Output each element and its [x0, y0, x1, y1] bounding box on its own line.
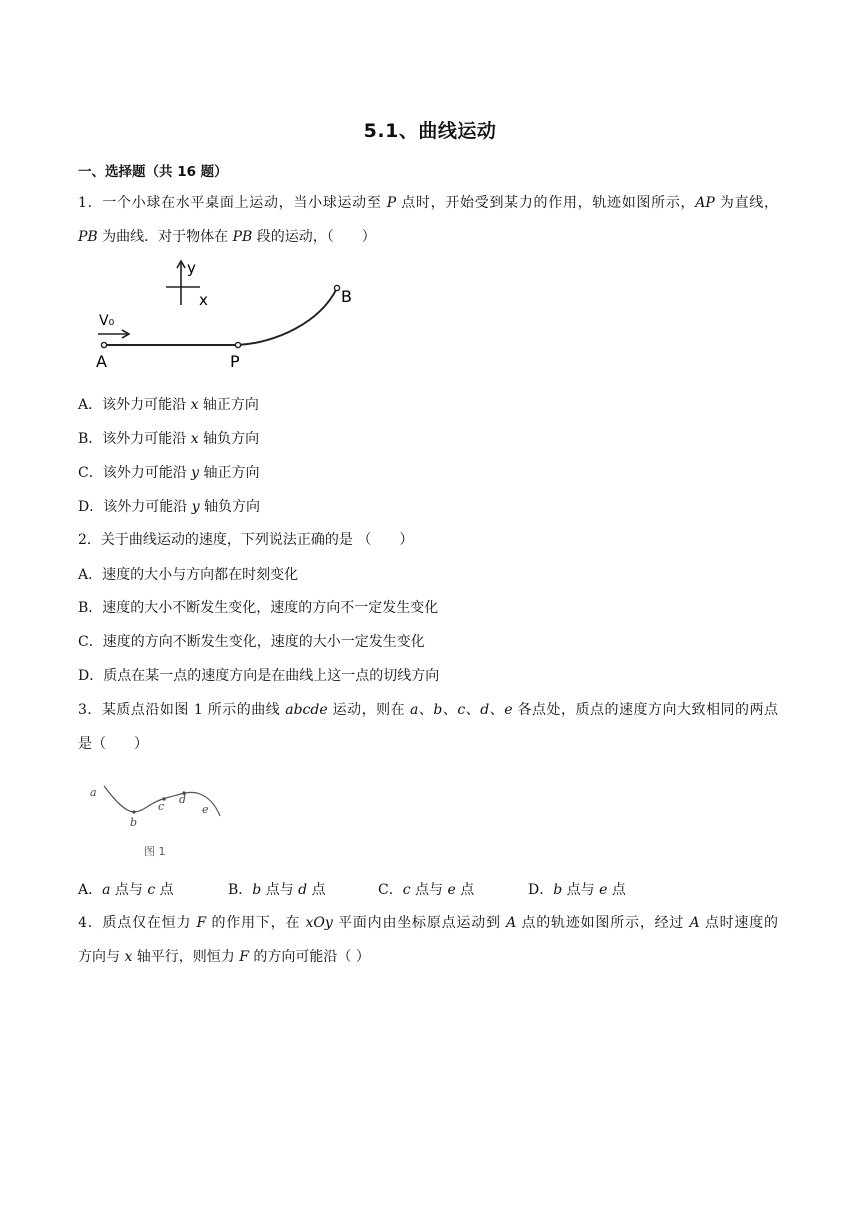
q1-v0-label: V₀	[99, 313, 115, 329]
point-p-marker	[235, 342, 240, 347]
q1-axis-y-label: y	[187, 259, 196, 277]
velocity-arrow-icon	[98, 330, 129, 338]
point-b-dot	[132, 810, 135, 813]
q4-stem-line2: 方向与 x 轴平行，则恒力 F 的方向可能沿（ ）	[78, 949, 370, 965]
point-b-marker	[334, 285, 339, 290]
q3-option-b[interactable]: B．b 点与 d 点	[228, 882, 326, 898]
q1-option-b[interactable]: B．该外力可能沿 x 轴负方向	[78, 431, 260, 447]
page-title: 5.1、曲线运动	[363, 120, 497, 142]
q1-figure	[90, 255, 380, 375]
q3-option-c[interactable]: C．c 点与 e 点	[378, 882, 475, 898]
q1-stem-line2: PB 为曲线．对于物体在 PB 段的运动，（ ）	[78, 229, 376, 245]
q3-options-row	[78, 879, 678, 899]
q3-option-a[interactable]: A．a 点与 c 点	[78, 882, 174, 898]
q1-option-d[interactable]: D．该外力可能沿 y 轴负方向	[78, 499, 261, 515]
q2-option-c[interactable]: C．速度的方向不断发生变化，速度的大小一定发生变化	[78, 634, 425, 650]
q1-label-p: P	[230, 352, 240, 371]
section-heading: 一、选择题（共 16 题）	[78, 164, 228, 180]
q3-figure-caption: 图 1	[144, 845, 166, 858]
q4-stem-line1: 4．质点仅在恒力 F 的作用下，在 xOy 平面内由坐标原点运动到 A 点的轨迹如图所示，经过 A 点时速度的	[78, 915, 779, 931]
trajectory-path	[104, 288, 337, 345]
q1-option-a[interactable]: A．该外力可能沿 x 轴正方向	[78, 397, 259, 413]
q2-stem: 2．关于曲线运动的速度，下列说法正确的是 （ ）	[78, 532, 414, 548]
point-a-marker	[101, 342, 106, 347]
q3-stem-line1: 3．某质点沿如图 1 所示的曲线 abcde 运动，则在 a、b、c、d、e 各点处，质点的速度方向大致相同的两点	[78, 702, 779, 718]
q3-label-c: c	[158, 800, 165, 813]
q2-option-d[interactable]: D．质点在某一点的速度方向是在曲线上这一点的切线方向	[78, 668, 440, 684]
q2-option-b[interactable]: B．速度的大小不断发生变化，速度的方向不一定发生变化	[78, 600, 439, 616]
q1-label-b: B	[341, 287, 352, 306]
q3-stem-line2: 是（ ）	[78, 736, 148, 752]
q3-label-a: a	[90, 786, 97, 799]
q3-option-d[interactable]: D．b 点与 e 点	[528, 882, 626, 898]
q3-figure	[86, 776, 226, 860]
q3-label-d: d	[179, 793, 187, 806]
q3-label-e: e	[202, 803, 209, 816]
q1-option-c[interactable]: C．该外力可能沿 y 轴正方向	[78, 465, 260, 481]
q1-axis-x-label: x	[199, 291, 208, 309]
q2-option-a[interactable]: A．速度的大小与方向都在时刻变化	[78, 567, 299, 583]
q1-stem-line1: 1．一个小球在水平桌面上运动，当小球运动至 P 点时，开始受到某力的作用，轨迹如图所示，AP 为直线，	[78, 195, 779, 211]
q1-label-a: A	[96, 352, 107, 371]
q3-label-b: b	[130, 816, 138, 829]
